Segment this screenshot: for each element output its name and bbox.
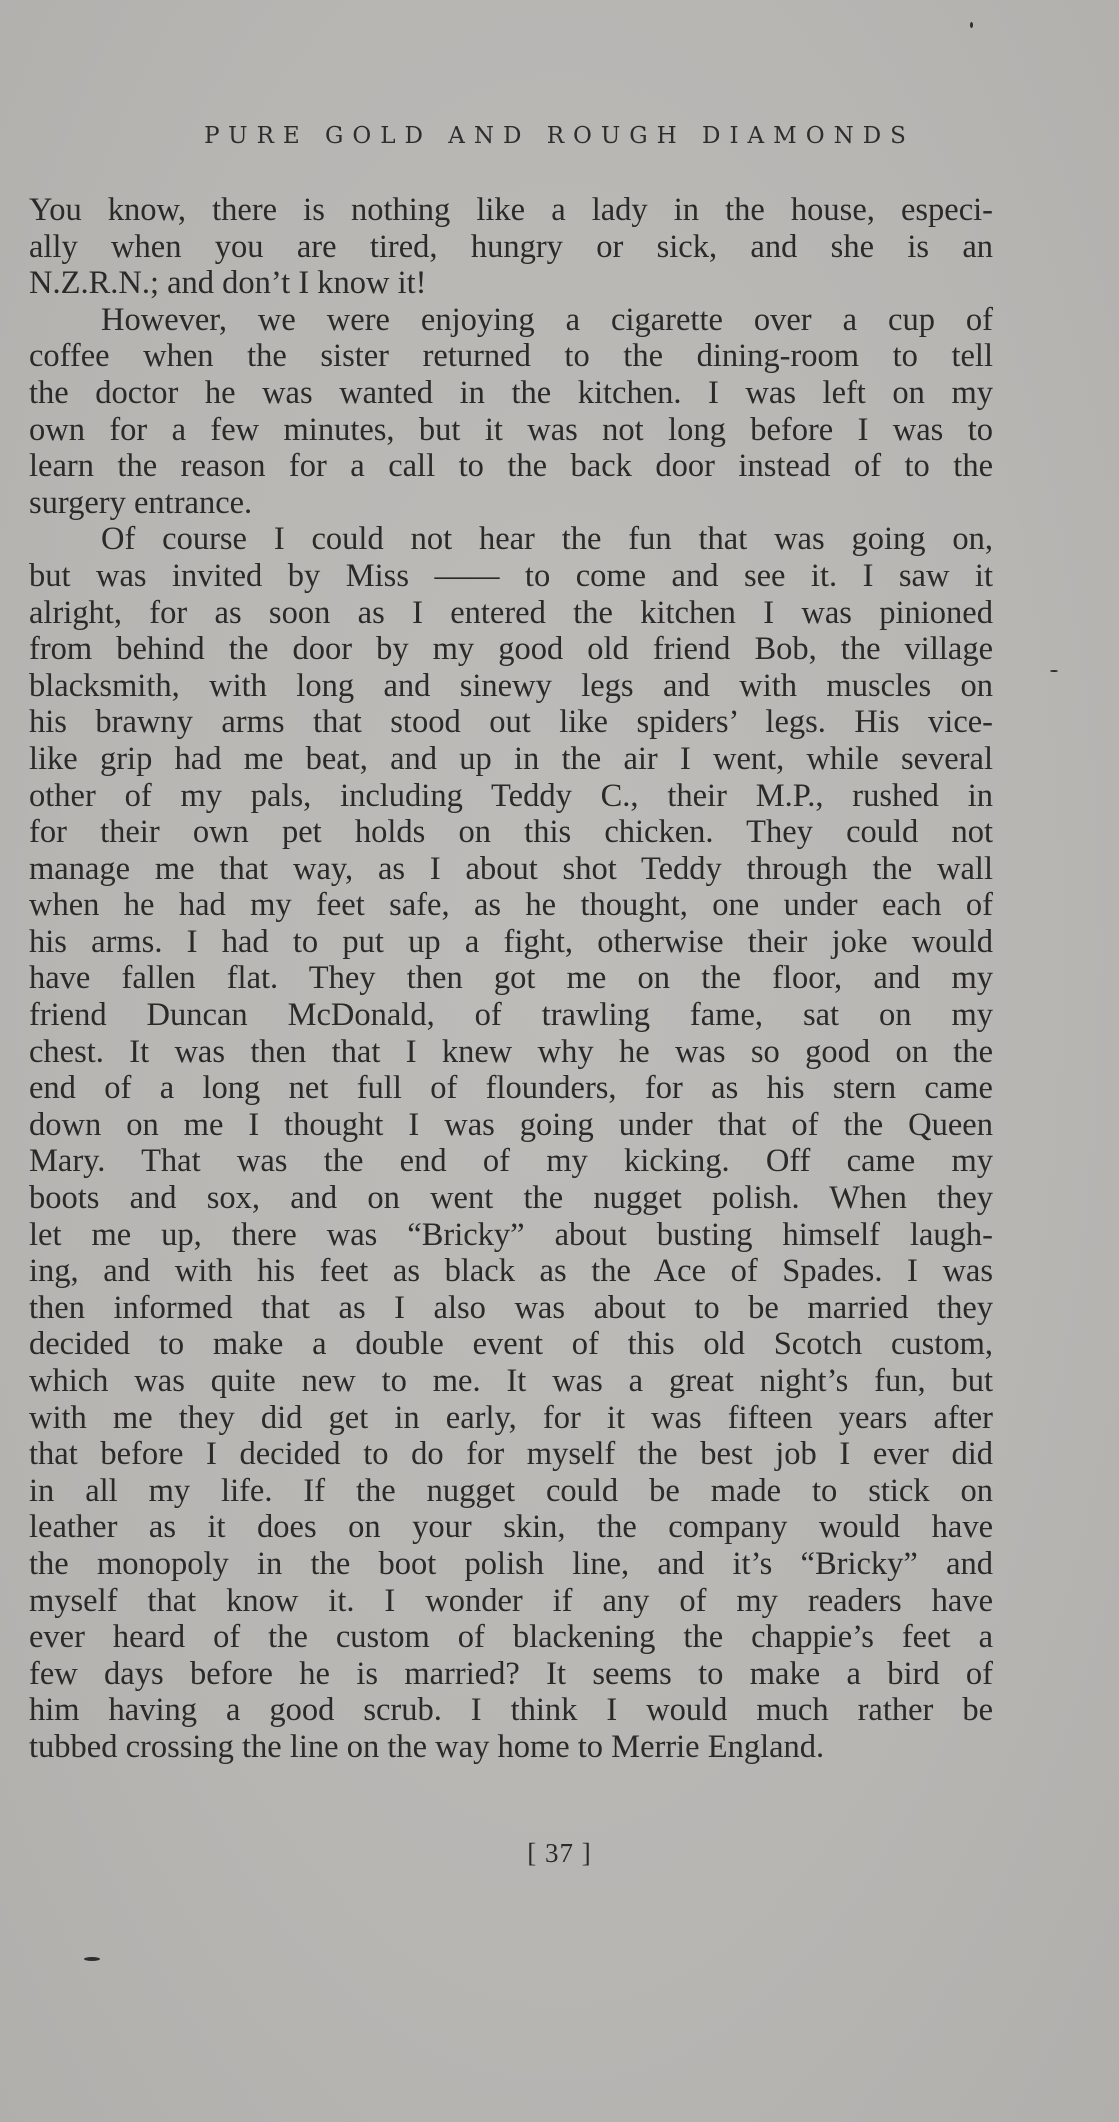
paper-speck (970, 22, 973, 28)
page-number: [ 37 ] (527, 1838, 592, 1868)
text-line: Of course I could not hear the fun that was going on, (101, 521, 993, 558)
text-line: N.Z.R.N.; and don’t I know it! (29, 265, 427, 302)
running-title: PURE GOLD AND ROUGH DIAMONDS (204, 123, 915, 149)
text-line: end of a long net full of flounders, for as his stern came (29, 1070, 993, 1107)
text-line: but was invited by Miss —— to come and see it. I saw it (29, 557, 993, 594)
text-line: tubbed crossing the line on the way home to Merrie England. (29, 1728, 825, 1765)
text-line: Mary. That was the end of my kicking. Off came my (29, 1143, 993, 1180)
paragraph (29, 302, 993, 522)
text-line: the doctor he was wanted in the kitchen. I was left on my (29, 374, 993, 411)
text-line: in all my life. If the nugget could be made to stick on (29, 1472, 993, 1509)
text-line: leather as it does on your skin, the company would have (29, 1509, 993, 1546)
text-line: down on me I thought I was going under that of the Queen (29, 1106, 993, 1143)
text-line: let me up, there was “Bricky” about busting himself laugh- (29, 1216, 993, 1253)
text-line: when he had my feet safe, as he thought, one under each of (29, 887, 993, 924)
text-line: with me they did get in early, for it was fifteen years after (29, 1399, 993, 1436)
text-line: alright, for as soon as I entered the kitchen I was pinioned (29, 594, 993, 631)
text-line: him having a good scrub. I think I would much rather be (29, 1692, 993, 1729)
text-line: that before I decided to do for myself the best job I ever did (29, 1436, 993, 1473)
body-text (29, 192, 993, 1766)
text-line: friend Duncan McDonald, of trawling fame, sat on my (29, 997, 993, 1034)
text-line: ally when you are tired, hungry or sick, and she is an (29, 228, 993, 265)
text-line: have fallen flat. They then got me on the floor, and my (29, 960, 993, 997)
paper-speck (84, 1957, 100, 1961)
text-line: which was quite new to me. It was a great night’s fun, but (29, 1363, 993, 1399)
text-line: You know, there is nothing like a lady in the house, especi- (29, 192, 993, 228)
text-line: manage me that way, as I about shot Teddy through the wall (29, 850, 993, 887)
text-line: surgery entrance. (29, 484, 253, 521)
text-line: myself that know it. I wonder if any of my readers have (29, 1582, 993, 1619)
text-line: his brawny arms that stood out like spiders’ legs. His vice- (29, 704, 993, 741)
text-line: boots and sox, and on went the nugget polish. When they (29, 1180, 993, 1217)
text-line: own for a few minutes, but it was not long before I was to (29, 411, 993, 448)
paragraph (29, 192, 993, 302)
text-line: coffee when the sister returned to the dining-room to tell (29, 338, 993, 375)
text-line: ing, and with his feet as black as the Ace of Spades. I was (29, 1253, 993, 1290)
text-line: like grip had me beat, and up in the air I went, while several (29, 740, 993, 777)
text-line: learn the reason for a call to the back door instead of to the (29, 448, 993, 485)
text-line: other of my pals, including Teddy C., their M.P., rushed in (29, 777, 993, 814)
text-line: ever heard of the custom of blackening the chappie’s feet a (29, 1619, 993, 1656)
text-line: decided to make a double event of this old Scotch custom, (29, 1326, 993, 1363)
paper-speck (1050, 670, 1058, 672)
text-line: However, we were enjoying a cigarette over a cup of (101, 301, 993, 338)
text-line: few days before he is married? It seems to make a bird of (29, 1655, 993, 1692)
paragraph (29, 521, 993, 1765)
text-line: from behind the door by my good old friend Bob, the village (29, 631, 993, 668)
text-line: his arms. I had to put up a fight, otherwise their joke would (29, 923, 993, 960)
text-line: then informed that as I also was about to be married they (29, 1289, 993, 1326)
text-line: the monopoly in the boot polish line, and it’s “Bricky” and (29, 1545, 993, 1582)
text-line: blacksmith, with long and sinewy legs and with muscles on (29, 667, 993, 704)
text-line: for their own pet holds on this chicken. They could not (29, 814, 993, 851)
text-line: chest. It was then that I knew why he was so good on the (29, 1033, 993, 1070)
